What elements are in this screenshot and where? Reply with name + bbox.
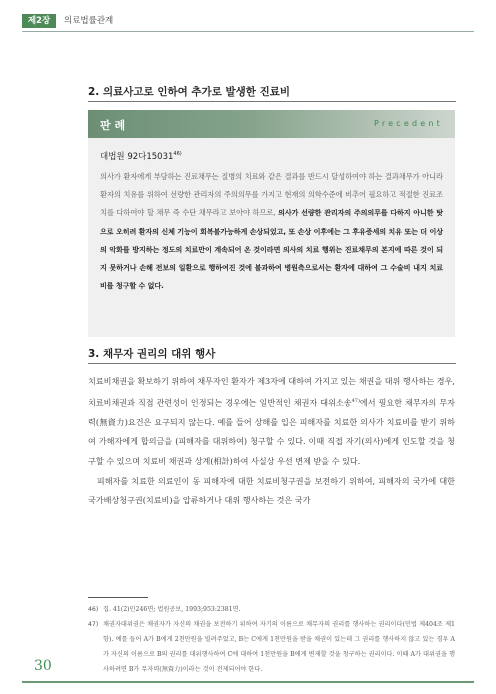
section-2-title: 2. 의료사고로 인하여 추가로 발생한 진료비 [88,86,291,98]
case-reference [100,150,182,162]
footnote-ref-47: 47) [351,397,360,404]
section-2-divider [88,101,456,102]
chapter-tab: 제2장 [22,14,56,28]
precedent-box [88,110,455,337]
footnote-number: 47) [88,621,99,628]
body-p1-part-b: 에서 필요한 채무자의 무자력(無資力)요건은 요구되지 않는다. 예를 들어 상해를 입은 피해자를 치료한 의사가 치료비를 받기 위하여 가해자에게 합의금을 (피해자를 대위하여) 청구할 수 있다. 이때 직접 자기(의사)에게 인도할 것을 청구할 수 있으며 치료비 채권과 상계(相計)하여 사실상 우선 변제 받을 수 있다. [88,397,455,467]
precedent-label: 판 례 [100,119,126,132]
body-paragraph-2: 피해자를 치료한 의료인이 동 피해자에 대한 치료비청구권을 보전하기 위하여, 피해자의 국가에 대한 국가배상청구권(치료비)을 압류하거나 대위 행사하는 것은 국가 [88,475,455,506]
footnote-text: 채권자대위권은 채권자가 자신의 채권을 보전하기 위하여 자기의 이름으로 채무자의 권리를 행사하는 권리이다(민법 제404조 제1항). 예를 들어 A가 B에게 2천만원을 빌려주었고, B는 C에게 1천만원을 받을 채권이 있는데 그 권리를 행사하지 않고 있는 경우 A가 자신의 이름으로 B의 권리를 대위행사하여 C에 대하여 1천만원을 B에게 변제할 것을 청구하는 권리이다. 이때 A가 대위권을 행사하려면 B가 무자력(無資力)이라는 것이 전제되어야 한다. [103,621,455,673]
footer-divider [22,681,474,683]
footnote-47 [88,617,455,677]
section-3-divider [88,363,456,364]
footnote-number: 46) [88,606,99,613]
footnote-46 [88,602,455,617]
header-divider [22,31,474,32]
precedent-text-bold: 의사가 선량한 관리자의 주의의무를 다하지 아니한 탓으로 오히려 환자의 신체 기능이 회복불가능하게 손상되었고, 또 손상 이후에는 그 후유증세의 치유 또는 더 이상의 악화를 방지하는 정도의 치료만이 계속되어 온 것이라면 의사의 치료 행위는 진료채무의 본지에 따른 것이 되지 못하거나 손해 전보의 일환으로 행하여진 것에 불과하여 병원측으로서는 환자에 대하여 그 수술비 내지 치료비를 청구할 수 없다. [100,208,443,291]
footnote-text: 집. 41(2)민246면; 법원공보, 1993;953:2381면. [103,606,241,613]
section-3-title: 3. 채무자 권리의 대위 행사 [88,348,216,360]
precedent-text-plain: 의사가 환자에게 부담하는 진료채무는 질병의 치료와 같은 결과를 반드시 달성하여야 하는 결과채무가 아니라 환자의 치유를 위하여 선량한 관리자의 주의의무를 가지고 현재의 의학수준에 비추어 필요하고 적절한 진료조치를 다하여야 할 채무 즉 수단 채무라고 보아야 하므로, [100,172,443,218]
precedent-header-bar [88,110,455,138]
chapter-title: 의료법률관계 [64,16,114,26]
precedent-label-en: Precedent [373,119,443,128]
body-text [88,372,455,511]
footnote-ref-46: 46) [173,151,182,158]
footnote-divider [88,597,148,598]
body-p1-part-a: 치료비채권을 확보하기 위하여 채무자인 환자가 제3자에 대하여 가지고 있는 채권을 대위 행사하는 경우, 치료비채권과 직접 관련성이 인정되는 경우에는 일반적인 채권자 대위소송 [88,376,455,408]
body-paragraph-1 [88,372,455,472]
case-number: 대법원 92다15031 [100,152,174,162]
page-number: 30 [34,658,52,674]
footnotes [88,602,455,677]
precedent-text [100,168,443,295]
